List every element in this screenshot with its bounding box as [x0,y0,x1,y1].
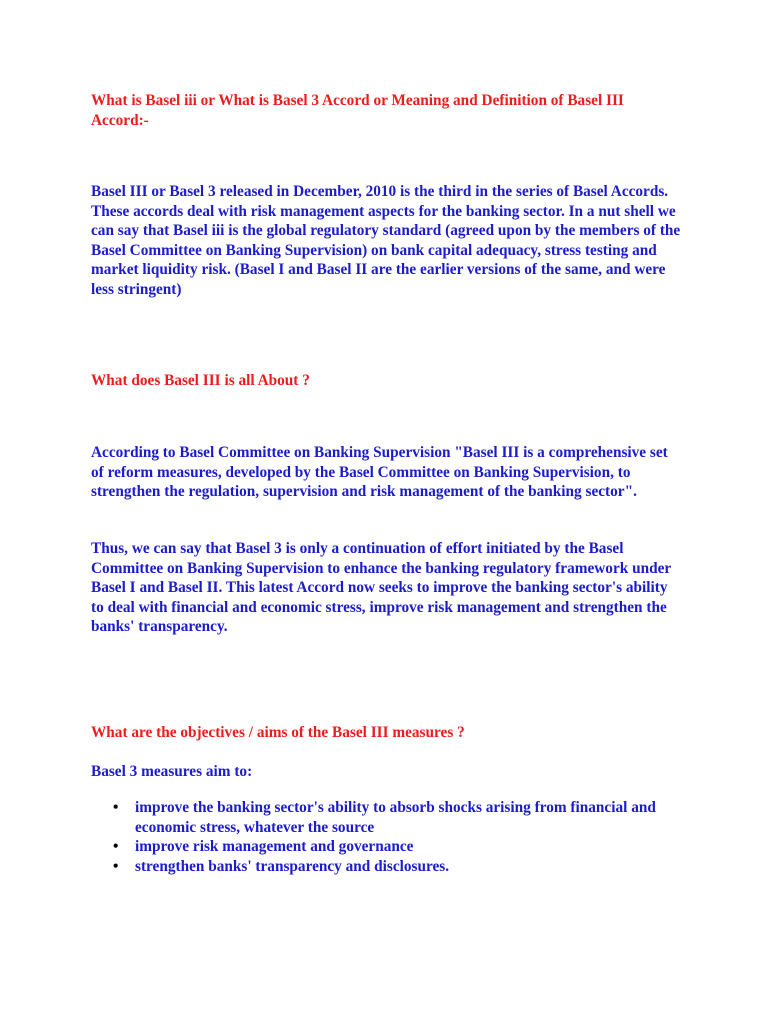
continuation-paragraph: Thus, we can say that Basel 3 is only a continuation of effort initiated by the Basel Committee on Banking Supervision to enhance the banking regulatory framework under Basel I and Basel II. This latest Accord now seeks to improve the banking sector's ability to deal with financial and economic stress, improve risk management and strengthen the banks' transparency. [91,540,671,636]
list-item [91,857,681,877]
bullet-icon: • [113,857,119,875]
committee-quote-paragraph: According to Basel Committee on Banking Supervision "Basel III is a comprehensive set of reform measures, developed by the Basel Committee on Banking Supervision, to strengthen the regulation, supervision and risk management of the banking sector". [91,444,668,501]
heading-about: What does Basel III is all About ? [91,372,310,389]
intro-paragraph: Basel III or Basel 3 released in December, 2010 is the third in the series of Basel Accords. These accords deal with risk management aspects for the banking sector. In a nut shell we can say that Basel iii is the global regulatory standard (agreed upon by the members of the Basel Committee on Banking Supervision) on bank capital adequacy, stress testing and market liquidity risk. (Basel I and Basel II are the earlier versions of the same, and were less stringent) [91,183,681,298]
aim-text: improve risk management and governance [135,838,414,856]
list-item [91,837,681,857]
heading-objectives: What are the objectives / aims of the Basel III measures ? [91,724,465,741]
bullet-icon: • [113,799,119,816]
heading-definition: What is Basel iii or What is Basel 3 Accord or Meaning and Definition of Basel III Accord:- [91,92,624,129]
aim-text: improve the banking sector's ability to absorb shocks arising from financial and economic stress, whatever the source [135,799,656,836]
aims-list [91,798,681,876]
aims-intro: Basel 3 measures aim to: [91,763,253,780]
bullet-icon: • [113,838,119,856]
list-item [91,798,681,837]
aim-text: strengthen banks' transparency and disclosures. [135,857,450,875]
